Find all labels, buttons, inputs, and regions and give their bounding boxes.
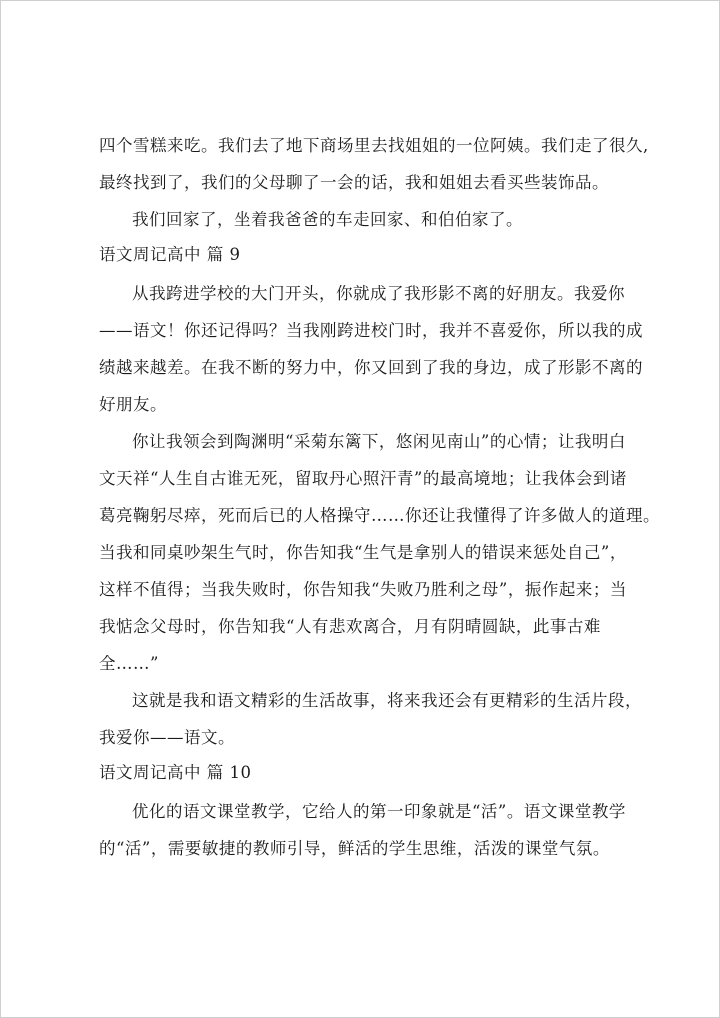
paragraph-line: 我惦念父母时，你告知我“人有悲欢离合，月有阴晴圆缺，此事古难 [99,617,601,636]
paragraph-line: 优化的语文课堂教学，它给人的第一印象就是“活”。语文课堂教学 [132,802,626,821]
paragraph-line: 当我和同桌吵架生气时，你告知我“生气是拿别人的错误来惩处自己”， [99,543,627,562]
paragraph-line: 文天祥“人生自古谁无死，留取丹心照汗青”的最高境地；让我体会到诸 [99,469,627,488]
document-body [99,127,660,867]
paragraph-line: 这就是我和语文精彩的生活故事，将来我还会有更精彩的生活片段， [132,691,642,710]
paragraph-line: 你让我领会到陶渊明“采菊东篱下，悠闲见南山”的心情；让我明白 [132,432,626,451]
paragraph-line: 我们回家了，坐着我爸爸的车走回家、和伯伯家了。 [132,210,523,229]
paragraph-line: 四个雪糕来吃。我们去了地下商场里去找姐姐的一位阿姨。我们走了很久, [99,136,649,155]
paragraph-line: 从我跨进学校的大门开头，你就成了我形影不离的好朋友。我爱你 [132,284,625,303]
section-heading-10: 语文周记高中 篇 10 [99,763,252,782]
paragraph-line: 好朋友。 [99,395,167,414]
paragraph-line: 最终找到了，我们的父母聊了一会的话，我和姐姐去看买些装饰品。 [99,173,609,192]
paragraph-line: 我爱你——语文。 [99,728,235,747]
paragraph-line: 这样不值得；当我失败时，你告知我“失败乃胜利之母”，振作起来；当 [99,580,627,599]
paragraph-line: 的“活”，需要敏捷的教师引导，鲜活的学生思维，活泼的课堂气氛。 [99,839,610,858]
section-heading-9: 语文周记高中 篇 9 [99,245,241,264]
paragraph-line: ——语文！你还记得吗？当我刚跨进校门时，我并不喜爱你，所以我的成 [99,321,643,340]
paragraph-line: 绩越来越差。在我不断的努力中，你又回到了我的身边，成了形影不离的 [99,358,643,377]
paragraph-line: 全……” [99,654,159,673]
paragraph-line: 葛亮鞠躬尽瘁，死而后已的人格操守……你还让我懂得了许多做人的道理。 [99,506,660,525]
